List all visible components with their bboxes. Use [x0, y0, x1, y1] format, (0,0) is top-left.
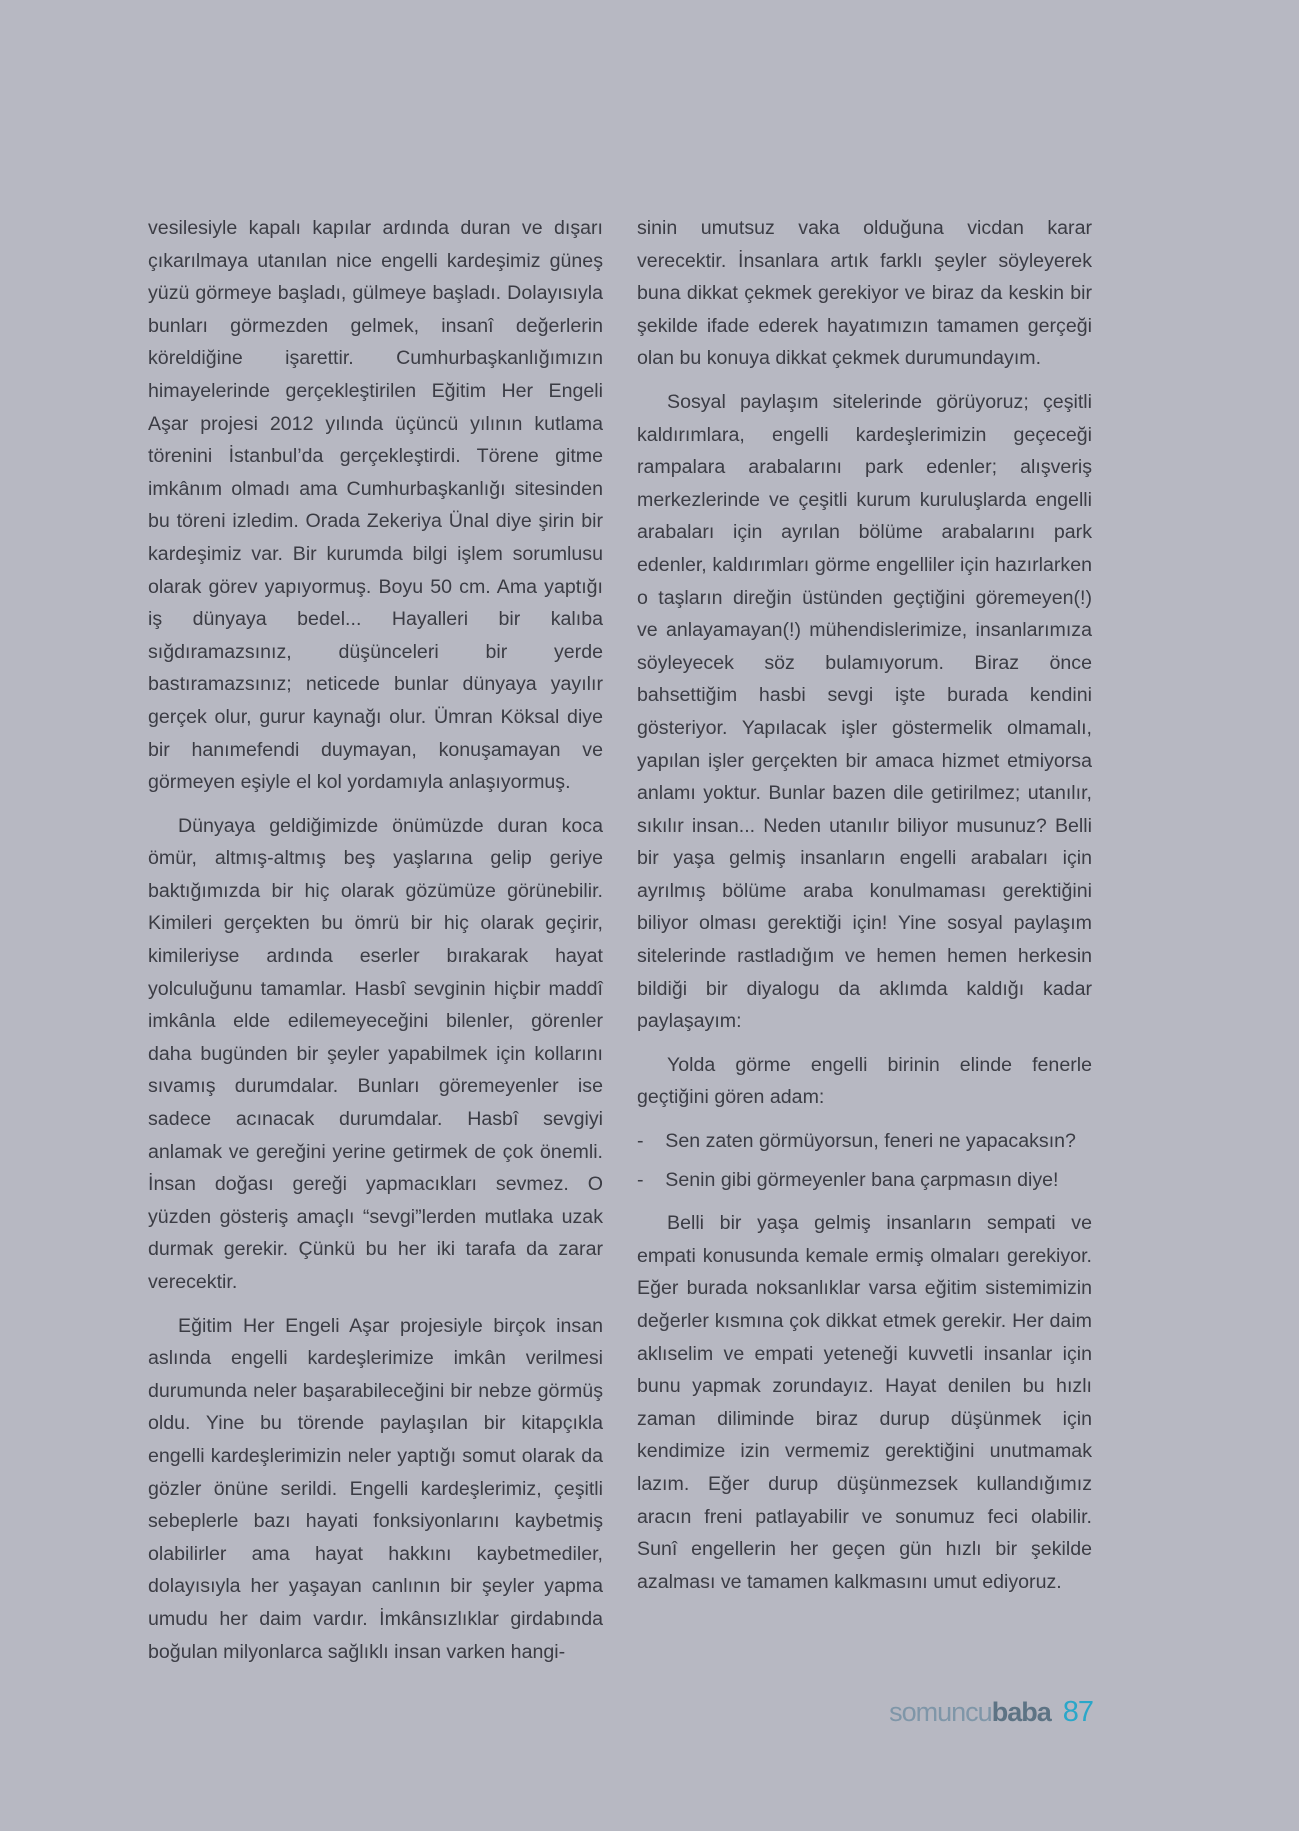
paragraph: Belli bir yaşa gelmiş insanların sempati ve empati konusunda kemale ermiş olmaları gerekiyor. Eğer burada noksanlıklar varsa eğitim sistemimizin değerler kısmına çok dikkat etmek gerekir. Her daim aklıselim ve empati yeteneği kuvvetli insanlar için bunu yapmak zorundayız. Hayat denilen bu hızlı zaman diliminde biraz durup düşünmek için kendimize izin vermemiz gerektiğini unutmamak lazım. Eğer durup düşünmezsek kullandığımız aracın freni patlayabilir ve sonumuz feci olabilir. Sunî engellerin her geçen gün hızlı bir şekilde azalması ve tamamen kalkmasını umut ediyoruz.: [637, 1212, 1092, 1593]
paragraph: sinin umutsuz vaka olduğuna vicdan karar verecektir. İnsanlara artık farklı şeyler söyleyerek buna dikkat çekmek gerekiyor ve biraz da keskin bir şekilde ifade ederek hayatımızın tamamen gerçeği olan bu konuya dikkat çekmek durumundayım.: [637, 217, 1092, 370]
paragraph: Sosyal paylaşım sitelerinde görüyoruz; çeşitli kaldırımlara, engelli kardeşlerimizin geçeceği rampalara arabalarını park edenler; alışveriş merkezlerinde ve çeşitli kurum kuruluşlarda engelli arabaları için ayrılan bölüme arabalarını park edenler, kaldırımları görme engelliler için hazırlarken o taşların direğin üstünden geçtiğini göremeyen(!) ve anlayamayan(!) mühendislerimize, insanlarımıza söyleyecek söz bulamıyorum. Biraz önce bahsettiğim hasbi sevgi işte burada kendini gösteriyor. Yapılacak işler göstermelik olmamalı, yapılan işler gerçekten bir amaca hizmet etmiyorsa anlamı yoktur. Bunlar bazen dile getirilmez; utanılır, sıkılır insan... Neden utanılır biliyor musunuz? Belli bir yaşa gelmiş insanların engelli arabaları için ayrılmış bölüme araba konulmaması gerektiğini biliyor olması gerektiği için! Yine sosyal paylaşım sitelerinde rastladığım ve hemen hemen herkesin bildiği bir diyalogu da aklımda kaldığı kadar paylaşayım:: [637, 390, 1092, 1033]
paragraph: vesilesiyle kapalı kapılar ardında duran ve dışarı çıkarılmaya utanılan nice engelli kardeşimiz güneş yüzü görmeye başladı, gülmeye başladı. Dolayısıyla bunları görmezden gelmek, insanî değerlerin köreldiğine işarettir. Cumhurbaşkanlığımızın himayelerinde gerçekleştirilen Eğitim Her Engeli Aşar projesi 2012 yılında üçüncü yılının kutlama törenini İstanbul’da gerçekleştirdi. Törene gitme imkânım olmadı ama Cumhurbaşkanlığı sitesinden bu töreni izledim. Orada Zekeriya Ünal diye şirin bir kardeşimiz var. Bir kurumda bilgi işlem sorumlusu olarak görev yapıyormuş. Boyu 50 cm. Ama yaptığı iş dünyaya bedel... Hayalleri bir kalıba sığdıramazsınız, düşünceleri bir yerde bastıramazsınız; neticede bunlar dünyaya yayılır gerçek olur, gurur kaynağı olur. Ümran Köksal diye bir hanımefendi duymayan, konuşamayan ve görmeyen eşiyle el kol yordamıyla anlaşıyormuş.: [148, 217, 603, 794]
paragraph: Yolda görme engelli birinin elinde fenerle geçtiğini gören adam:: [637, 1053, 1092, 1109]
magazine-logo-part1: somuncu: [889, 1697, 992, 1727]
page-number: 87: [1062, 1696, 1093, 1728]
dialogue-line: - Sen zaten görmüyorsun, feneri ne yapacaksın?: [637, 1130, 1076, 1153]
paragraph: Eğitim Her Engeli Aşar projesiyle birçok insan aslında engelli kardeşlerimize imkân verilmesi durumunda neler başarabileceğini bir nebze görmüş oldu. Yine bu törende paylaşılan bir kitapçıkla engelli kardeşlerimizin neler yaptığı somut olarak da gözler önüne serildi. Engelli kardeşlerimiz, çeşitli sebeplerle bazı hayati fonksiyonlarını kaybetmiş olabilirler ama hayat hakkını kaybetmediler, dolayısıyla her yaşayan canlının bir şeyler yapma umudu her daim vardır. İmkânsızlıklar girdabında boğulan milyonlarca sağlıklı insan varken hangi-: [148, 1314, 603, 1663]
left-column: [148, 212, 603, 1679]
magazine-logo-part2: baba: [991, 1697, 1051, 1727]
dialogue-line: - Senin gibi görmeyenler bana çarpmasın diye!: [637, 1168, 1059, 1191]
right-column: [637, 212, 1092, 1609]
paragraph: Dünyaya geldiğimizde önümüzde duran koca ömür, altmış-altmış beş yaşlarına gelip geriye baktığımızda bir hiç olarak gözümüze görünebilir. Kimileri gerçekten bu ömrü bir hiç olarak geçirir, kimileriyse ardında eserler bırakarak hayat yolculuğunu tamamlar. Hasbî sevginin hiçbir maddî imkânla elde edilemeyeceğini bilenler, görenler daha bugünden bir şeyler yapabilmek için kollarını sıvamış durumdalar. Bunları göremeyenler ise sadece acınacak durumdalar. Hasbî sevgiyi anlamak ve gereğini yerine getirmek de çok önemli. İnsan doğası gereği yapmacıkları sevmez. O yüzden gösteriş amaçlı “sevgi”lerden mutlaka uzak durmak gerekir. Çünkü bu her iki tarafa da zarar verecektir.: [148, 814, 603, 1293]
page-footer: [889, 1696, 1093, 1729]
